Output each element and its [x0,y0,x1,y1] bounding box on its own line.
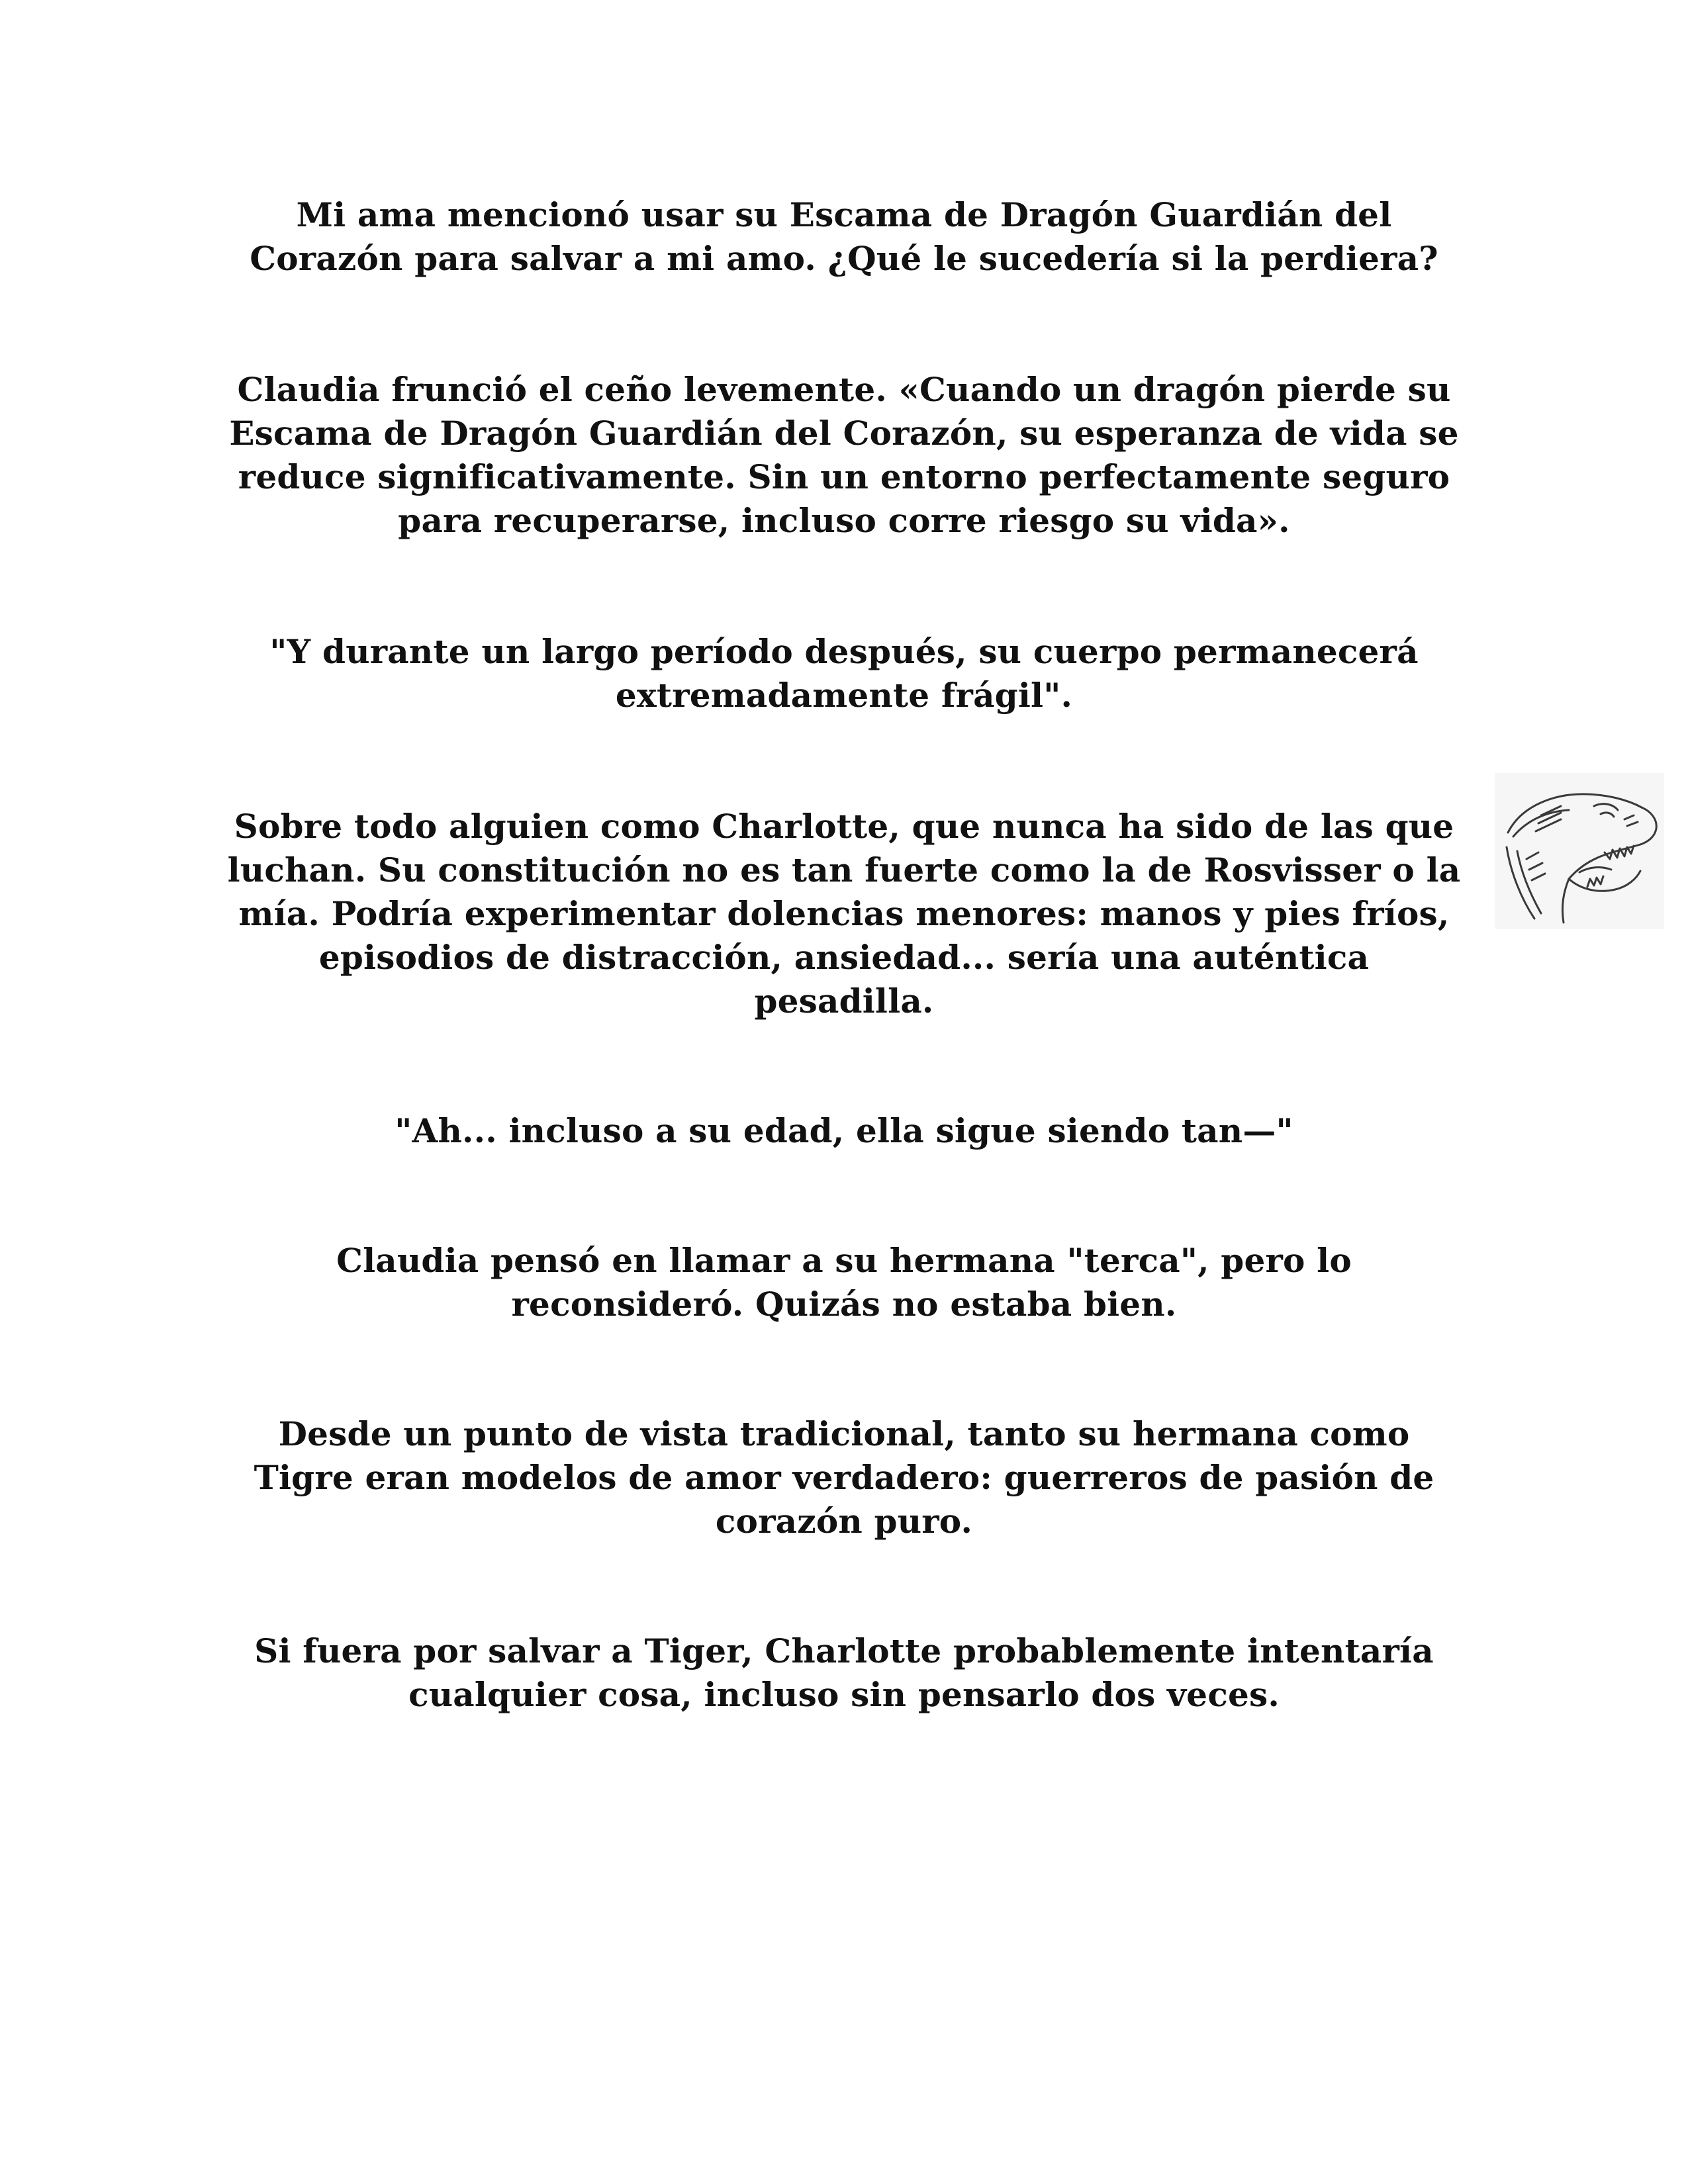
paragraph-6: Claudia pensó en llamar a su hermana "terca", pero lo reconsideró. Quizás no estaba bien. [336,1241,1352,1324]
paragraph-2: Claudia frunció el ceño levemente. «Cuando un dragón pierde su Escama de Dragón Guardián del Corazón, su esperanza de vida se reduce significativamente. Sin un entorno perfectamente seguro para recuperarse, incluso corre riesgo su vida». [229,370,1459,540]
paragraph-7: Desde un punto de vista tradicional, tanto su hermana como Tigre eran modelos de amor verdadero: guerreros de pasión de corazón puro. [254,1414,1434,1541]
paragraph-5: "Ah... incluso a su edad, ella sigue siendo tan—" [395,1111,1293,1150]
paragraph-3: "Y durante un largo período después, su cuerpo permanecerá extremadamente frágil". [269,632,1419,715]
paragraph-1: Mi ama mencionó usar su Escama de Dragón Guardián del Corazón para salvar a mi amo. ¿Qué le sucedería si la perdiera? [250,195,1438,278]
paragraph-8: Si fuera por salvar a Tiger, Charlotte probablemente intentaría cualquier cosa, incluso sin pensarlo dos veces. [254,1631,1434,1714]
text-column [225,193,1463,1717]
dinosaur-sketch-icon [1495,773,1664,929]
paragraph-4: Sobre todo alguien como Charlotte, que nunca ha sido de las que luchan. Su constitución no es tan fuerte como la de Rosvisser o la mía. Podría experimentar dolencias menores: manos y pies fríos, episodios de distracción, ansiedad... sería una auténtica pesadilla. [227,807,1461,1021]
